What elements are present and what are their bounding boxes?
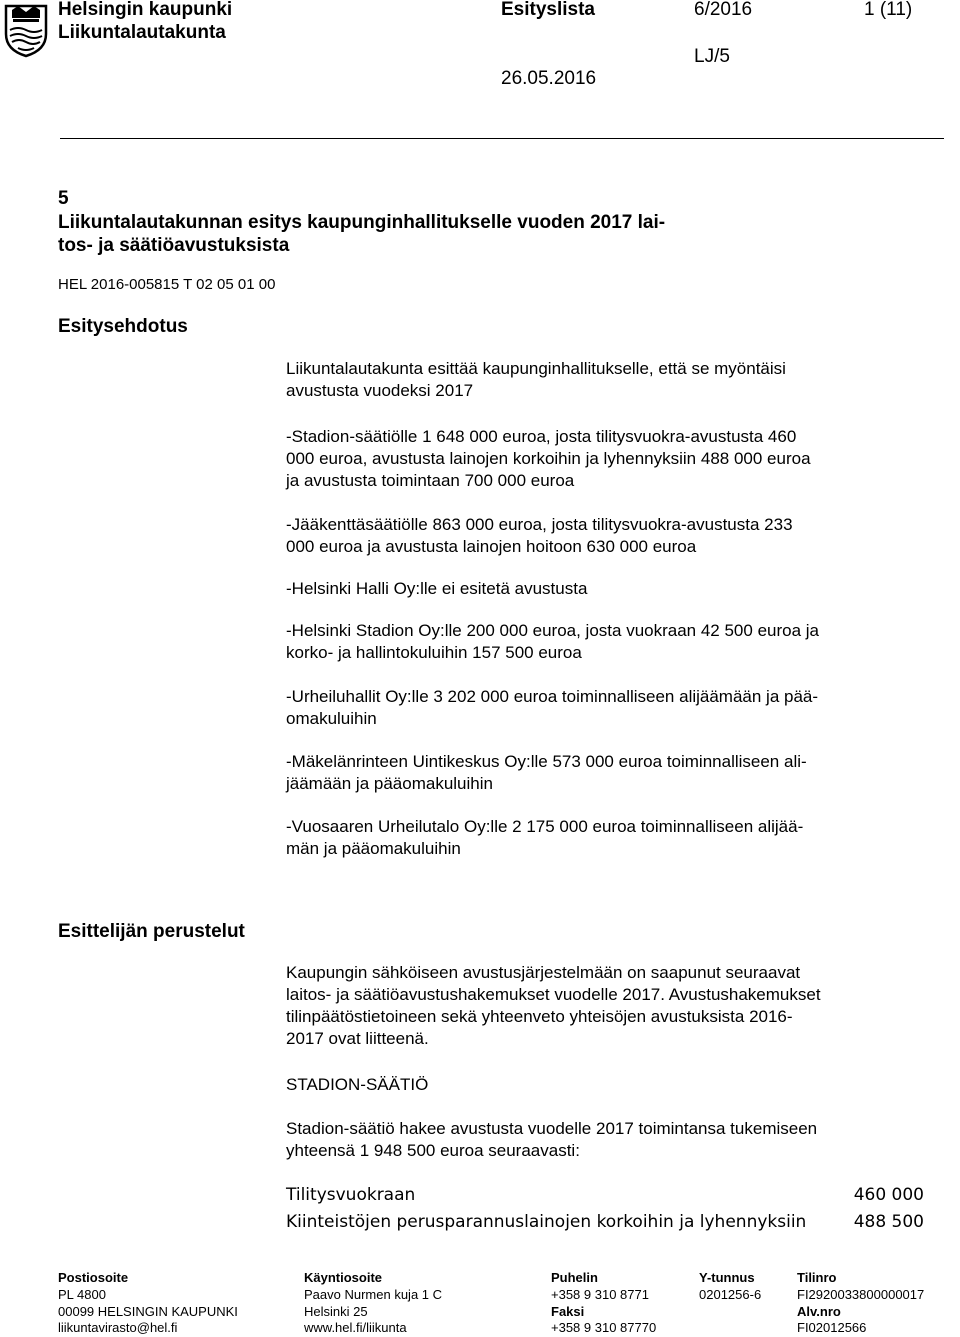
rationale-heading: Esittelijän perustelut — [58, 921, 245, 942]
stadion-saatio-subheading: STADION-SÄÄTIÖ — [286, 1075, 429, 1094]
amount-value: 488 500 — [853, 1212, 924, 1232]
footer-text: PL 4800 — [58, 1287, 106, 1302]
text-line: ja avustusta toimintaan 700 000 euroa — [286, 471, 575, 490]
text-line: Stadion-säätiö hakee avustusta vuodelle 2017 toimintansa tukemiseen — [286, 1119, 818, 1138]
header-divider — [60, 138, 944, 139]
section-code: LJ/5 — [694, 46, 730, 67]
text-line: -Vuosaaren Urheilutalo Oy:lle 2 175 000 euroa toiminnalliseen alijää- — [286, 817, 804, 836]
text-line: omakuluihin — [286, 709, 377, 728]
footer-text: 00099 HELSINGIN KAUPUNKI — [58, 1304, 238, 1319]
text-line: yhteensä 1 948 500 euroa seuraavasti: — [286, 1141, 580, 1160]
footer-text: Helsinki 25 — [304, 1304, 368, 1319]
text-line: 000 euroa, avustusta lainojen korkoihin ja lyhennyksiin 488 000 euroa — [286, 449, 811, 468]
amount-label: Tilitysvuokraan — [286, 1185, 416, 1205]
amount-value: 460 000 — [853, 1185, 924, 1205]
grant-makelanrinne — [286, 751, 807, 795]
text-line: Liikuntalautakunta esittää kaupunginhallitukselle, että se myöntäisi — [286, 359, 786, 378]
footer-heading: Faksi — [551, 1304, 585, 1319]
helsinki-crest-logo — [4, 4, 48, 58]
text-line: tilinpäätöstietoineen sekä yhteenveto yhteisöjen avustuksista 2016- — [286, 1007, 793, 1026]
text-line: -Mäkelänrinteen Uintikeskus Oy:lle 573 000 euroa toiminnalliseen ali- — [286, 752, 807, 771]
text-line: laitos- ja säätiöavustushakemukset vuodelle 2017. Avustushakemukset — [286, 985, 821, 1004]
text-line: Kaupungin sähköiseen avustusjärjestelmään on saapunut seuraavat — [286, 963, 801, 982]
footer-heading: Alv.nro — [797, 1304, 841, 1319]
item-title-line2: tos- ja säätiöavustuksista — [58, 235, 290, 256]
footer-text: +358 9 310 8771 — [551, 1287, 649, 1302]
footer-email: liikuntavirasto@hel.fi — [58, 1320, 178, 1335]
grant-helsinki-halli — [286, 578, 587, 600]
text-line: korko- ja hallintokuluihin 157 500 euroa — [286, 643, 582, 662]
proposal-heading: Esitysehdotus — [58, 316, 188, 337]
grant-vuosaari — [286, 816, 803, 860]
rationale-paragraph-2 — [286, 1118, 817, 1162]
grant-jaakenttasaatio — [286, 514, 793, 558]
text-line: män ja pääomakuluihin — [286, 839, 461, 858]
text-line: -Jääkenttäsäätiölle 863 000 euroa, josta tilitysvuokra-avustusta 233 — [286, 515, 793, 534]
grant-stadion-saatio — [286, 426, 811, 492]
footer-heading: Postiosoite — [58, 1270, 129, 1285]
doc-number: 6/2016 — [694, 0, 753, 20]
footer-heading: Käyntiosoite — [304, 1270, 383, 1285]
footer-heading: Y-tunnus — [699, 1270, 755, 1285]
footer-text: 0201256-6 — [699, 1287, 762, 1302]
footer-text: Paavo Nurmen kuja 1 C — [304, 1287, 443, 1302]
item-title-line1: Liikuntalautakunnan esitys kaupunginhallitukselle vuoden 2017 lai- — [58, 212, 666, 233]
amount-label: Kiinteistöjen perusparannuslainojen korkoihin ja lyhennyksiin — [286, 1212, 807, 1232]
page-number: 1 (11) — [864, 0, 913, 20]
text-line: 2017 ovat liitteenä. — [286, 1029, 429, 1048]
grant-helsinki-stadion — [286, 620, 819, 664]
text-line: -Stadion-säätiölle 1 648 000 euroa, josta tilitysvuokra-avustusta 460 — [286, 427, 797, 446]
unit-name: Liikuntalautakunta — [58, 22, 226, 43]
footer-website: www.hel.fi/liikunta — [304, 1320, 407, 1335]
text-line: 000 euroa ja avustusta lainojen hoitoon 630 000 euroa — [286, 537, 697, 556]
text-line: -Helsinki Stadion Oy:lle 200 000 euroa, josta vuokraan 42 500 euroa ja — [286, 621, 820, 640]
footer-text: FI02012566 — [797, 1320, 867, 1335]
proposal-intro — [286, 358, 786, 402]
item-number: 5 — [58, 188, 69, 209]
rationale-paragraph-1 — [286, 962, 821, 1050]
footer-text: FI2920033800000017 — [797, 1287, 925, 1302]
text-line: -Helsinki Halli Oy:lle ei esitetä avustusta — [286, 579, 588, 598]
text-line: avustusta vuodeksi 2017 — [286, 381, 474, 400]
doc-type: Esityslista — [501, 0, 595, 20]
grant-urheiluhallit — [286, 686, 818, 730]
footer-heading: Puhelin — [551, 1270, 598, 1285]
footer-text: +358 9 310 87770 — [551, 1320, 657, 1335]
meeting-date: 26.05.2016 — [501, 68, 597, 89]
case-id: HEL 2016-005815 T 02 05 01 00 — [58, 276, 276, 293]
text-line: jäämään ja pääomakuluihin — [286, 774, 493, 793]
org-name: Helsingin kaupunki — [58, 0, 233, 20]
footer-heading: Tilinro — [797, 1270, 837, 1285]
text-line: -Urheiluhallit Oy:lle 3 202 000 euroa toiminnalliseen alijäämään ja pää- — [286, 687, 819, 706]
